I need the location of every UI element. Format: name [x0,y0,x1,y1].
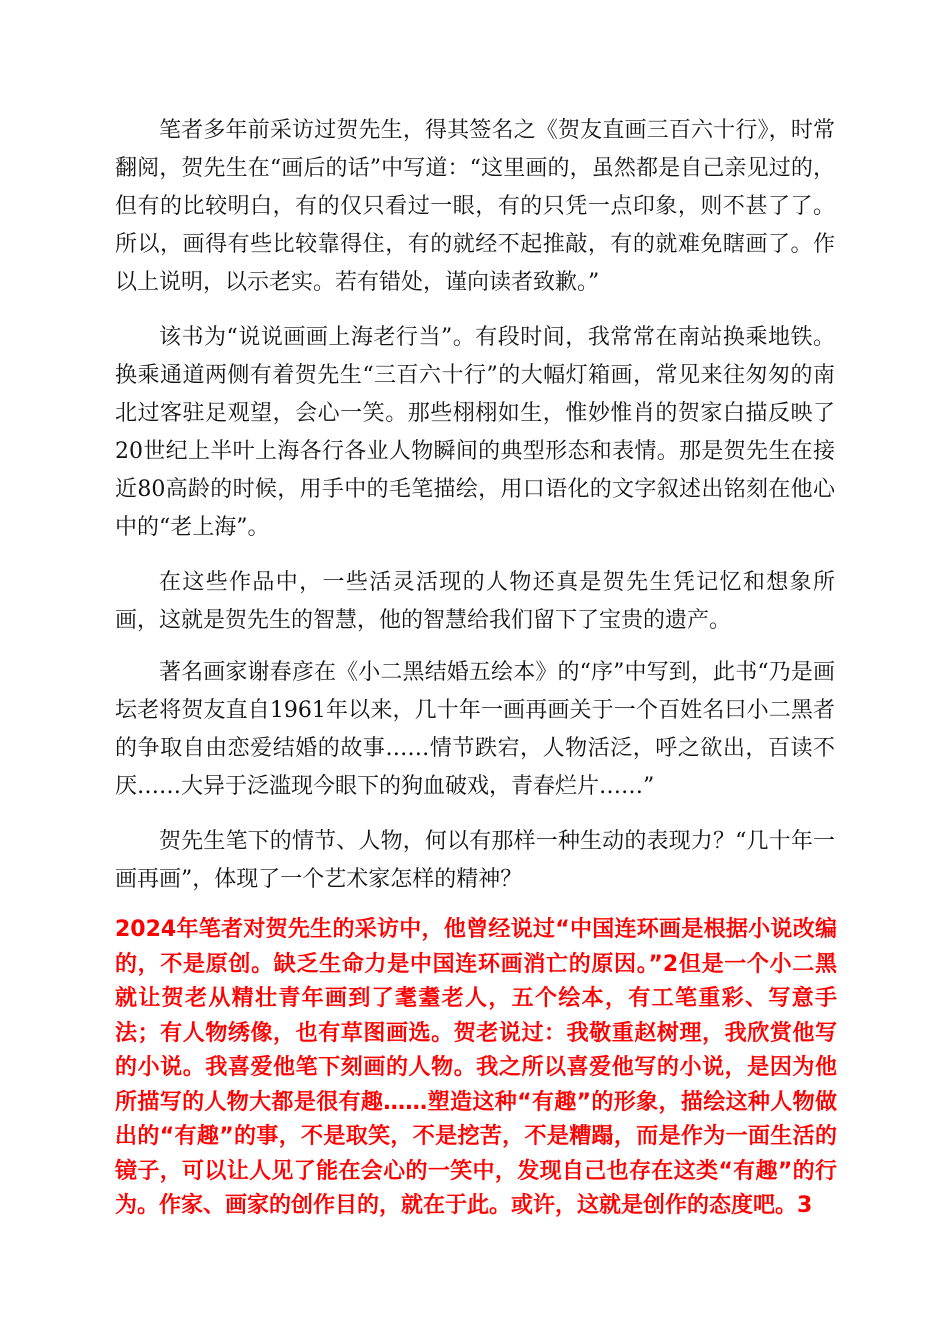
paragraph-3: 在这些作品中，一些活灵活现的人物还真是贺先生凭记忆和想象所画，这就是贺先生的智慧，他的智慧给我们留下了宝贵的遗产。 [115,570,835,633]
paragraph-2: 该书为“说说画画上海老行当”。有段时间，我常常在南站换乘地铁。换乘通道两侧有着贺先生“三百六十行”的大幅灯箱画，常见来往匆匆的南北过客驻足观望，会心一笑。那些栩栩如生，惟妙惟肖的贺家白描反映了20世纪上半叶上海各行各业人物瞬间的典型形态和表情。那是贺先生在接近80高龄的时候，用手中的毛笔描绘，用口语化的文字叙述出铭刻在他心中的“老上海”。 [115,325,835,540]
paragraph-5: 贺先生笔下的情节、人物，何以有那样一种生动的表现力？“几十年一画再画”，体现了一个艺术家怎样的精神？ [115,829,835,892]
highlighted-paragraph: 2024年笔者对贺先生的采访中，他曾经说过“中国连环画是根据小说改编的，不是原创。缺乏生命力是中国连环画消亡的原因。”2但是一个小二黑就让贺老从精壮青年画到了耄耋老人，五个绘本，有工笔重彩、写意手法；有人物绣像，也有草图画选。贺老说过：我敬重赵树理，我欣赏他写的小说。我喜爱他笔下刻画的人物。我之所以喜爱他写的小说，是因为他所描写的人物大都是很有趣……塑造这种“有趣”的形象，描绘这种人物做出的“有趣”的事，不是取笑，不是挖苦，不是糟蹋，而是作为一面生活的镜子，可以让人见了能在会心的一笑中，发现自己也存在这类“有趣”的行为。作家、画家的创作目的，就在于此。或许，这就是创作的态度吧。3 [115,917,837,1218]
paragraph-1: 笔者多年前采访过贺先生，得其签名之《贺友直画三百六十行》，时常翻阅，贺先生在“画后的话”中写道：“这里画的，虽然都是自己亲见过的，但有的比较明白，有的仅只看过一眼，有的只凭一点印象，则不甚了了。所以，画得有些比较靠得住，有的就经不起推敲，有的就难免瞎画了。作以上说明，以示老实。若有错处，谨向读者致歉。” [115,118,835,295]
paragraph-4: 著名画家谢春彦在《小二黑结婚五绘本》的“序”中写到，此书“乃是画坛老将贺友直自1961年以来，几十年一画再画关于一个百姓名曰小二黑者的争取自由恋爱结婚的故事……情节跌宕，人物活泛，呼之欲出，百读不厌……大异于泛滥现今眼下的狗血破戏，青春烂片……” [115,660,835,799]
